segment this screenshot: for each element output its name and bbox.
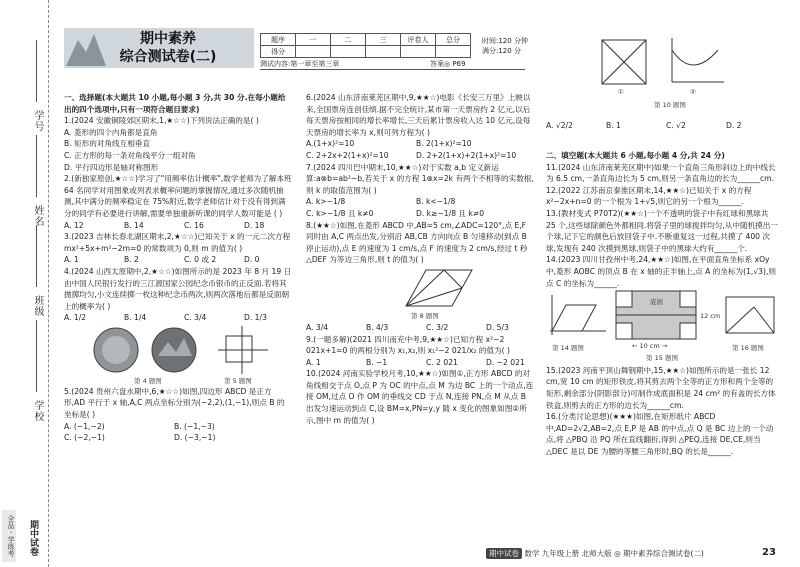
q10-option: D. 2	[726, 121, 742, 130]
q3-option: D. 0	[244, 255, 260, 265]
q5-option: A. (−1,−2)	[64, 421, 105, 431]
time-info	[482, 36, 528, 56]
score-table-header: 评卷人	[401, 34, 436, 46]
square-figure-1	[598, 36, 658, 88]
q4-option: B. 1/4	[124, 313, 147, 323]
time-limit: 时间:120 分钟	[482, 37, 528, 45]
q5-option: C. (−2,−1)	[64, 433, 105, 443]
school-label: 学校	[32, 400, 43, 422]
q7-options-row1	[306, 196, 534, 208]
score-table-cell	[331, 46, 366, 58]
test-scope: 测试内容:第一章至第三章	[260, 59, 525, 70]
width-10cm-label: ← 10 cm →	[632, 342, 668, 351]
footer-subject: 数学	[524, 549, 540, 558]
score-table-header: 一	[296, 34, 331, 46]
question-8: 8.(★★☆)如图,在菱形 ABCD 中,AB=5 cm,∠ADC=120°,点 E,F 同时由 A,C 两点出发,分别沿 AB,CB 方向向点 B 匀速移动(到点 B 停止运动),点 E 的速度为 1 cm/s,点 F 的速度为 2 cm/s,经过 t 秒 △DEF 为等边三角形,则 t 的值为( )	[306, 220, 528, 265]
q7-option-d: D. k≥−1/8 且 k≠0	[416, 208, 485, 218]
score-table-header: 题序	[261, 34, 296, 46]
question-2: 2.(新独家原创,★☆☆)学习了"用频率估计概率",数学老师为了解本班 64 名同学对用图象或列表求概率问题的掌握情况,通过多次随机抽测,其中满分的频率稳定在 75%附近,数学老师估计对于没有得到满分的同学有必要进行讲解,需要单独重新听课的同学人数可能是 ( )	[64, 174, 292, 218]
q4-option: C. 3/4	[184, 313, 207, 323]
q10-option: B. 1	[606, 121, 621, 130]
column-3	[546, 150, 778, 457]
q6-options-row2	[306, 150, 534, 162]
q4-option: D. 1/3	[244, 313, 267, 323]
q9-option: D. −2 021	[486, 357, 525, 367]
q3-options	[64, 254, 292, 266]
question-5: 5.(2024 贵州六盘水期中,6,★☆☆)如图,四边形 ABCD 是正方形,AD 平行于 x 轴,A,C 两点坐标分别为(−2,2),(1,−1),则点 B 的坐标是( )	[64, 386, 285, 420]
q5-option: D. (−3,−1)	[174, 433, 216, 443]
q6-option-a: A.(1+x)²=10	[306, 139, 355, 149]
cut-line	[48, 0, 49, 567]
question-3: 3.(2023 吉林长春北湖区期末,2,★☆☆)已知关于 x 的一元二次方程 mx²+5x+m²−2m=0 的常数项为 0,则 m 的值为( )	[64, 232, 291, 253]
page-number: 23	[762, 547, 776, 558]
q7-options-row2	[306, 208, 534, 220]
footer-badge: 期中试卷	[486, 548, 522, 559]
column-2	[306, 92, 534, 426]
name-blank	[36, 135, 37, 197]
figure-15-caption: 第 15 题图	[646, 354, 678, 363]
q1-option-d: D. 平行四边形是轴对称图形	[64, 162, 159, 172]
footer-grade: 九年级上册	[541, 549, 580, 558]
q6-option-c: C. 2+2x+2(1+x)²=10	[306, 150, 389, 160]
q2-option: A. 12	[64, 220, 84, 230]
base-label: 底面	[650, 298, 663, 307]
q8-option: A. 3/4	[306, 322, 329, 332]
question-6: 6.(2024 山东济南莱芜区期中,9,★★☆)电影《长安三万里》上映以来,全国票房连创佳绩.据不完全统计,某市第一天票房约 2 亿元,以后每天票房按相同的增长率增长,三天后累计票房收入达 10 亿元,设每天票房的增长率为 x,则可列方程为( )	[306, 93, 531, 137]
rhombus-axes-figure	[546, 293, 608, 337]
question-13: 13.(教材变式 P70T2)(★★☆)一个不透明的袋子中有红球和黑球共 25 个,这些球除颜色外都相同.将袋子里的球搅拌均匀,从中随机摸出一个球,记下它的颜色后放回袋子中.不断重复这一过程,共摸了 400 次球,发现有 240 次摸到黑球,则袋子中的黑球大约有______个.	[546, 208, 778, 253]
title-line-2: 综合测试卷(二)	[119, 49, 217, 65]
q1-option-a: A. 菱形的四个内角都是直角	[64, 127, 158, 137]
score-table-header: 二	[331, 34, 366, 46]
q8-option: D. 5/3	[486, 322, 509, 332]
figure-16-caption: 第 16 题图	[732, 344, 764, 353]
figure-10-label-2: ②	[690, 88, 696, 96]
figure-14-caption: 第 14 题图	[552, 344, 584, 353]
q9-option: A. 1	[306, 357, 321, 367]
q10-option: C. √2	[666, 121, 686, 130]
score-table	[260, 33, 471, 58]
q8-options	[306, 322, 534, 334]
figure-10-label-1: ①	[618, 88, 624, 96]
q3-option: C. 0 或 2	[184, 255, 217, 265]
section-2-heading: 二、填空题(本大题共 6 小题,每小题 4 分,共 24 分)	[546, 151, 725, 160]
height-12cm-label: 12 cm	[700, 312, 721, 321]
q1-option-b: B. 矩形的对角线互相垂直	[64, 139, 150, 149]
figures-14-16	[546, 289, 778, 353]
page-title	[108, 30, 228, 66]
column-1	[64, 92, 292, 444]
q6-option-b: B. 2(1+x)²=10	[416, 139, 472, 149]
footer-test-name: ◎ 期中素养综合测试卷(二)	[614, 549, 704, 558]
q5-options-row1	[64, 421, 292, 433]
q3-option: B. 2	[124, 255, 139, 265]
score-table-header: 三	[366, 34, 401, 46]
figure-10-caption: 第 10 题图	[654, 101, 686, 109]
q2-option: C. 16	[184, 220, 204, 230]
question-15: 15.(2023 河南平顶山舞钢期中,15,★★☆)如图所示的是一张长 12 cm,宽 10 cm 的矩形铁皮,将其剪去两个全等的正方形和两个全等的矩形,剩余部分(阴影部分)可制作成底面积是 24 cm² 的有盖的长方体铁盒,则剪去的正方形的边长为______cm.	[546, 365, 776, 410]
q9-option: C. 2 021	[426, 357, 458, 367]
coin-back-image	[150, 326, 200, 374]
q8-option: C. 3/2	[426, 322, 449, 332]
brand-strip: 全品ㆍ学练考	[2, 510, 16, 562]
question-9: 9.(一题多解)(2021 四川南充中考,9,★★☆)已知方程 x²−2 021x+1=0 的两根分别为 x₁,x₂,则 x₁²−2 021/x₂ 的值为( )	[306, 334, 510, 356]
q6-options-row1	[306, 138, 534, 150]
q9-option: B. −1	[366, 357, 388, 367]
answer-reference: 答案◎ P69	[430, 60, 466, 68]
q5-option: B. (−1,−3)	[174, 421, 215, 431]
q7-option-b: B. k<−1/8	[416, 197, 456, 207]
coin-front-image	[92, 326, 142, 374]
figure-4-caption: 第 4 题图	[134, 376, 162, 385]
score-table-cell	[366, 46, 401, 58]
student-id-label: 学号	[32, 110, 43, 132]
q7-option-c: C. k>−1/8 且 k≠0	[306, 208, 374, 218]
question-11: 11.(2024 山东济南莱芜区期中)如果一个直角三角形斜边上的中线长为 6.5 cm,一条直角边长为 5 cm,则另一条直角边的长为______cm.	[546, 162, 776, 184]
q2-option: D. 18	[244, 220, 265, 230]
q1-option-c: C. 正方形的每一条对角线平分一组对角	[64, 150, 196, 160]
question-14: 14.(2023 四川甘孜州中考,24,★★☆)如图,在平面直角坐标系 xOy 中,菱形 AOBC 的顶点 B 在 x 轴的正半轴上,点 A 的坐标为(1,√3),则点 C 的坐标为______.	[546, 255, 776, 288]
square-on-axes-figure	[214, 324, 270, 376]
q2-options	[64, 220, 292, 232]
q3-option: A. 1	[64, 255, 79, 265]
full-score: 满分:120 分	[482, 47, 521, 55]
name-label: 姓名	[32, 205, 43, 227]
score-table-cell	[401, 46, 436, 58]
mountain-logo-icon	[66, 30, 106, 66]
q4-option: A. 1/2	[64, 313, 87, 323]
score-table-cell: 得分	[261, 46, 296, 58]
figures-4-5	[64, 324, 292, 386]
page-footer	[486, 548, 786, 562]
q8-option: B. 4/3	[366, 322, 389, 332]
score-table-header: 总分	[436, 34, 471, 46]
student-id-blank	[36, 40, 37, 102]
question-4: 4.(2024 山西太原期中,2,★☆☆)如图所示的是 2023 年 8 月 19 日由中国人民银行发行的三江源国家公园纪念币银币的正反面.若将其抛掷均匀,小文连续掷一枚这种纪念币两次,则两次落地后都是反面朝上的概率为( )	[64, 266, 292, 311]
title-line-1: 期中素养	[140, 31, 196, 47]
q5-options-row2	[64, 432, 292, 444]
brand-mark: 期中试卷	[28, 520, 38, 556]
q2-option: B. 14	[124, 220, 144, 230]
rectangle-fold-figure	[724, 293, 778, 337]
question-1: 1.(2024 安徽铜陵郊区期末,1,★☆☆)下列说法正确的是( )	[64, 116, 259, 126]
figure-5-caption: 第 5 题图	[224, 376, 252, 385]
question-10: 10.(2024 河南实验学校月考,10,★★☆)如图①,正方形 ABCD 的对角线相交于点 O,点 P 为 OC 的中点,点 M 为边 BC 上的一个动点,连接 OM,过点 O 作 OM 的垂线交 CD 于点 N,连接 PN,点 M 从点 B 出发匀速运动到点 C,设 BM=x,PN=y,y 随 x 变化的图象如图②所示,图中 m 的值为( )	[306, 369, 534, 425]
graph-figure-2	[666, 36, 726, 88]
figure-8	[306, 266, 534, 322]
binding-margin	[0, 0, 58, 567]
rhombus-figure	[386, 266, 476, 310]
score-table-cell	[436, 46, 471, 58]
q9-options	[306, 357, 534, 369]
school-blank	[36, 320, 37, 392]
footer-edition: 北师大版	[581, 549, 612, 558]
q7-option-a: A. k>−1/8	[306, 197, 346, 207]
section-1-heading: 一、选择题(本大题共 10 小题,每小题 3 分,共 30 分.在每小题给出的四个选项中,只有一项符合题目要求)	[64, 93, 286, 114]
q4-options	[64, 312, 292, 324]
figure-8-caption: 第 8 题图	[411, 311, 439, 320]
score-table-cell	[296, 46, 331, 58]
question-12: 12.(2022 江苏南京秦淮区期末,14,★★☆)已知关于 x 的方程 x²−2x+n=0 的一个根为 1+√5,则它的另一个根为______.	[546, 185, 752, 207]
q10-option: A. √2/2	[546, 121, 573, 130]
class-blank	[36, 225, 37, 287]
question-16: 16.(分类讨论思想)(★★★)如图,在矩形纸片 ABCD 中,AD=2√2,AB=2,点 E,P 是 AB 的中点,点 Q 是 BC 边上的一个动点,将 △PBQ 沿 PQ 所在直线翻折,得到 △PEQ,连接 DE,CE,则当 △DEC 是以 DE 为腰的等腰三角形时,BQ 的长是______.	[546, 412, 774, 456]
q6-option-d: D. 2+2(1+x)+2(1+x)²=10	[416, 150, 517, 160]
q10-options	[546, 120, 778, 132]
class-label: 班级	[32, 295, 43, 317]
question-7: 7.(2024 四川巴中期末,10,★★☆)对于实数 a,b 定义新运算:a⊗b=ab²−b,若关于 x 的方程 1⊗x=2k 有两个不相等的实数根,则 k 的取值范围为( )	[306, 162, 534, 195]
